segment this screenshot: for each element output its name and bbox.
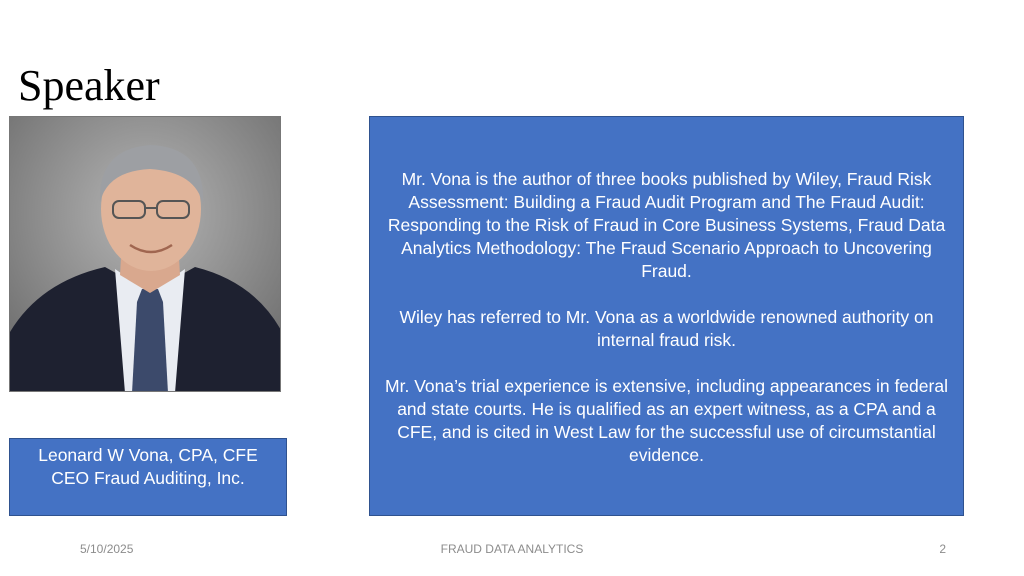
speaker-name: Leonard W Vona, CPA, CFE: [38, 445, 258, 465]
bio-paragraph-books: Mr. Vona is the author of three books published by Wiley, Fraud Risk Assessment: Building a Fraud Audit Program and The Fraud Audit: Responding to the Risk of Fraud in Core Business Systems, Fraud Data Analytics Methodology: The Fraud Scenario Approach to Uncovering Fraud.: [387, 169, 946, 281]
speaker-portrait-illustration: [10, 117, 281, 392]
speaker-role: CEO Fraud Auditing, Inc.: [51, 468, 245, 488]
bio-paragraph-trial-experience: Mr. Vona’s trial experience is extensive, including appearances in federal and state courts. He is qualified as an expert witness, as a CPA and a CFE, and is cited in West Law for the successful use of circumstantial evidence.: [385, 376, 948, 465]
speaker-bio-box: [369, 116, 964, 516]
speaker-name-box: [9, 438, 287, 516]
slide-title: Speaker: [18, 61, 160, 110]
bio-paragraph-authority: Wiley has referred to Mr. Vona as a worldwide renowned authority on internal fraud risk.: [399, 307, 934, 350]
speaker-photo: [9, 116, 281, 392]
footer-date: 5/10/2025: [80, 542, 134, 556]
page-number: 2: [939, 542, 946, 556]
footer-title: FRAUD DATA ANALYTICS: [440, 542, 584, 556]
